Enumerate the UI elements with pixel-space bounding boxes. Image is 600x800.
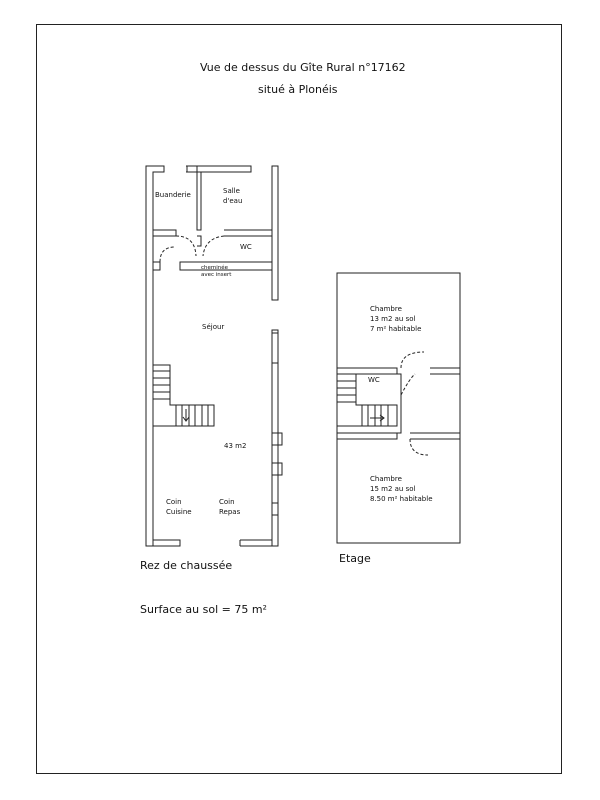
chambre1-line2: 13 m2 au sol [370, 315, 416, 323]
ground-floor-caption: Rez de chaussée [140, 559, 233, 572]
coin-repas-line1: Coin [219, 498, 235, 506]
upper-mid-wall-right [430, 368, 460, 374]
room-label-buanderie: Buanderie [155, 191, 191, 199]
cheminee-line1: cheminée [201, 265, 229, 271]
stairs-arrow [183, 409, 189, 421]
laundry-door-arc [176, 236, 196, 256]
plan-title: Vue de dessus du Gîte Rural n°17162 [200, 61, 406, 74]
wc-door-arc-upper [401, 374, 415, 395]
ground-floor-plan [146, 166, 282, 546]
upper-mid-wall-bottom [337, 433, 397, 439]
buanderie-partition [197, 172, 201, 230]
upper-mid-wall-top [337, 368, 397, 374]
chambre2-line2: 15 m2 au sol [370, 485, 416, 493]
room-label-coin-repas [219, 497, 240, 517]
room-label-cheminee [201, 265, 231, 279]
upper-mid-wall-bottom-right [410, 433, 460, 439]
upper-stairs [337, 374, 397, 426]
column [272, 333, 278, 363]
column [272, 433, 282, 445]
ground-outer-wall-top [186, 166, 251, 172]
upper-floor-caption: Etage [339, 552, 371, 565]
chambre1-line1: Chambre [370, 305, 402, 313]
coin-cuisine-line1: Coin [166, 498, 182, 506]
coin-repas-line2: Repas [219, 508, 241, 516]
room-label-chambre-1 [370, 304, 421, 334]
sejour-top-wall [153, 262, 160, 270]
upper-wc-wall [397, 374, 401, 433]
salle-eau-line2: d'eau [223, 197, 243, 205]
room-label-chambre-2 [370, 474, 433, 504]
coin-cuisine-line2: Cuisine [166, 508, 192, 516]
wc-small-wall [197, 236, 201, 246]
room-label-wc: WC [240, 243, 252, 251]
salle-eau-line1: Salle [223, 187, 240, 195]
sejour-door-arc [160, 247, 175, 262]
ground-bottom-wall [146, 540, 278, 546]
wc-door-arc [203, 236, 224, 256]
room-label-sejour: Séjour [202, 323, 225, 331]
column [272, 463, 282, 475]
laundry-bottom-wall [153, 230, 176, 236]
surface-total: Surface au sol = 75 m² [140, 603, 267, 616]
room-label-wc-upper: WC [368, 376, 380, 384]
ground-outer-wall [146, 166, 164, 546]
chambre2-door-arc [410, 439, 428, 455]
ground-right-wall-lower [272, 330, 278, 546]
chambre2-line1: Chambre [370, 475, 402, 483]
chambre1-door-arc [401, 352, 424, 368]
room-label-area: 43 m2 [224, 442, 247, 450]
plan-subtitle: situé à Plonéis [258, 83, 338, 96]
ground-outer-wall-right [272, 166, 278, 300]
chambre1-line3: 7 m² habitable [370, 325, 422, 333]
column [272, 503, 278, 515]
wc-wall [224, 230, 272, 236]
room-label-coin-cuisine [166, 497, 192, 517]
cheminee-line2: avec insert [201, 272, 232, 278]
room-label-salle-eau [223, 186, 242, 206]
upper-stairs-arrow [370, 415, 384, 421]
chambre2-line3: 8.50 m² habitable [370, 495, 433, 503]
